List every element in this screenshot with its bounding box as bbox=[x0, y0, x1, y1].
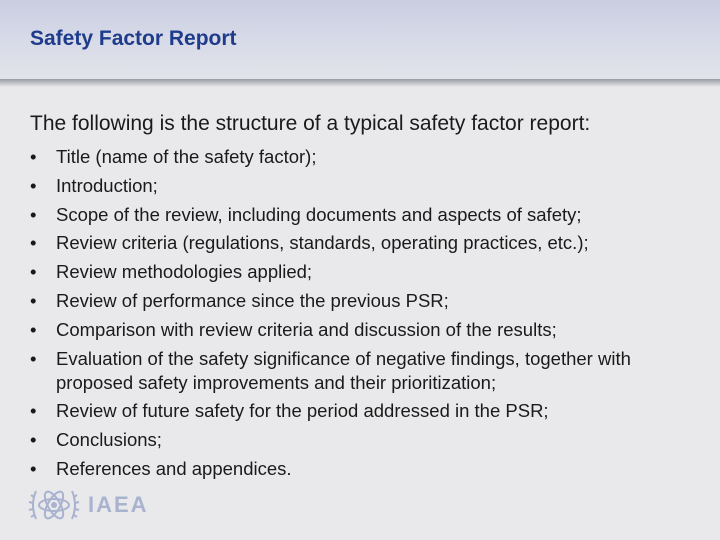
bullet: • bbox=[30, 400, 37, 422]
bullet: • bbox=[30, 429, 37, 451]
intro-text: The following is the structure of a typical safety factor report: bbox=[30, 112, 591, 135]
bullet: • bbox=[30, 232, 37, 254]
logo-text: IAEA bbox=[88, 492, 149, 517]
list-item bbox=[30, 231, 700, 255]
list-item-text: Evaluation of the safety significance of negative findings, together with proposed safety improvements and their prioritization; bbox=[56, 347, 631, 393]
list-item-text: Review methodologies applied; bbox=[56, 261, 313, 283]
iaea-emblem-icon bbox=[28, 481, 80, 529]
report-structure-list bbox=[30, 145, 700, 486]
list-item bbox=[30, 399, 700, 423]
list-item-text: References and appendices. bbox=[56, 457, 292, 479]
list-item bbox=[30, 260, 700, 284]
bullet: • bbox=[30, 261, 37, 283]
bullet: • bbox=[30, 347, 37, 369]
list-item bbox=[30, 347, 700, 395]
list-item-text: Comparison with review criteria and discussion of the results; bbox=[56, 318, 557, 340]
list-item bbox=[30, 145, 700, 169]
list-item-text: Review criteria (regulations, standards, operating practices, etc.); bbox=[56, 232, 589, 254]
bullet: • bbox=[30, 203, 37, 225]
bullet: • bbox=[30, 457, 37, 479]
list-item-text: Title (name of the safety factor); bbox=[56, 146, 317, 167]
list-item bbox=[30, 318, 700, 342]
list-item-text: Introduction; bbox=[56, 174, 158, 196]
list-item bbox=[30, 457, 700, 481]
bullet: • bbox=[30, 318, 37, 340]
list-item-text: Conclusions; bbox=[56, 429, 162, 451]
list-item-text: Review of performance since the previous PSR; bbox=[56, 289, 449, 311]
list-item bbox=[30, 428, 700, 452]
page-title: Safety Factor Report bbox=[30, 27, 237, 50]
list-item-text: Review of future safety for the period addressed in the PSR; bbox=[56, 400, 549, 422]
bullet: • bbox=[30, 289, 37, 311]
list-item bbox=[30, 174, 700, 198]
list-item bbox=[30, 203, 700, 227]
list-item bbox=[30, 289, 700, 313]
bullet: • bbox=[30, 146, 37, 167]
bullet: • bbox=[30, 174, 37, 196]
list-item-text: Scope of the review, including documents and aspects of safety; bbox=[56, 203, 582, 225]
header-divider bbox=[0, 79, 720, 87]
iaea-logo bbox=[28, 480, 149, 530]
